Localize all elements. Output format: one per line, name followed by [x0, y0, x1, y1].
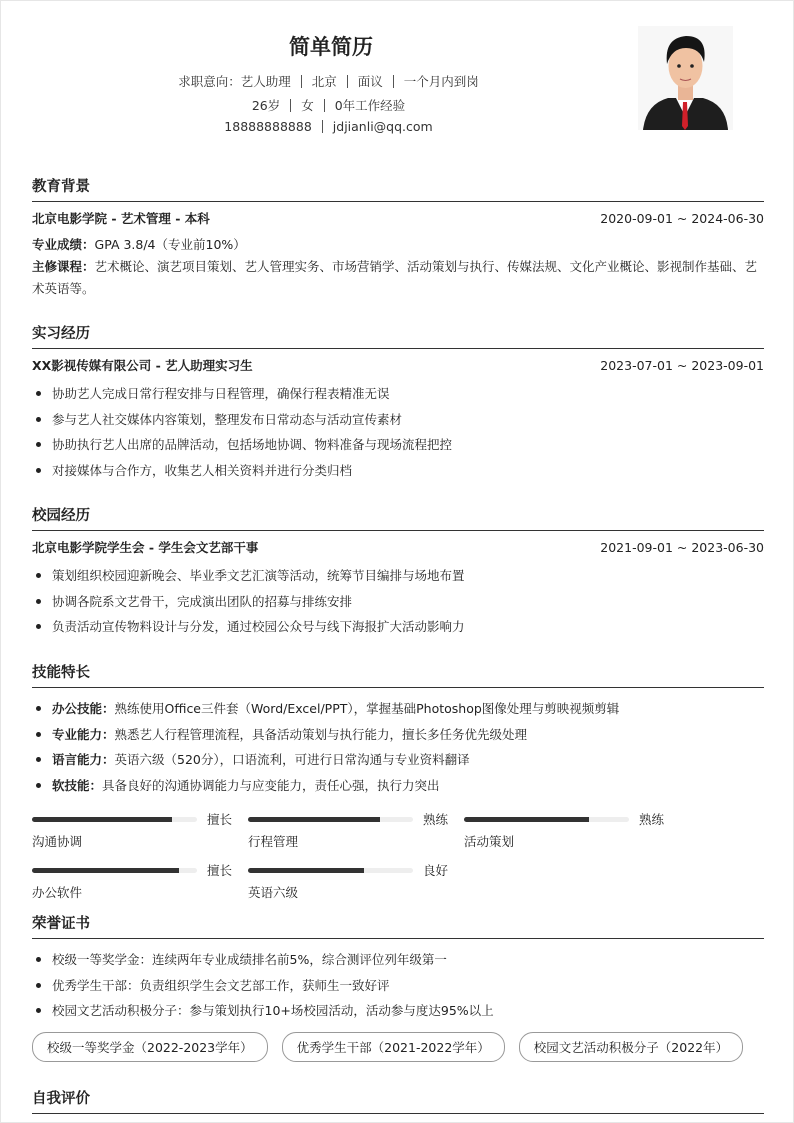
job-intent: 求职意向：艺人助理 [178, 74, 291, 89]
experience: 0年工作经验 [334, 98, 406, 113]
list-item: 协助艺人完成日常行程安排与日程管理，确保行程表精准无误 [32, 381, 764, 407]
skill-bar-fill [32, 817, 172, 822]
skill-bar-item [32, 861, 248, 912]
courses: 艺术概论、演艺项目策划、艺人管理实务、市场营销学、活动策划与执行、传媒法规、文化产业概论、影视制作基础、艺术英语等。 [32, 259, 758, 296]
skill-bar-fill [248, 868, 364, 873]
skill-bar-item [248, 810, 464, 861]
skill-bar-fill [248, 817, 380, 822]
intent-line [1, 72, 656, 90]
skill-bar-item [248, 861, 464, 912]
list-item [32, 747, 764, 773]
email: jdjianli@qq.com [332, 119, 433, 134]
list-item [32, 722, 764, 748]
list-item: 优秀学生干部：负责组织学生会文艺部工作，获师生一致好评 [32, 973, 764, 999]
skill-label: 软技能： [52, 777, 103, 793]
skill-level: 擅长 [207, 812, 233, 827]
list-item: 参与艺人社交媒体内容策划，整理发布日常动态与活动宣传素材 [32, 407, 764, 433]
section-title: 技能特长 [32, 661, 764, 688]
internship-section [32, 322, 764, 483]
list-item: 校园文艺活动积极分子：参与策划执行10+场校园活动，活动参与度达95%以上 [32, 998, 764, 1024]
resume-title: 简单简历 [289, 35, 373, 59]
list-item: 策划组织校园迎新晚会、毕业季文艺汇演等活动，统筹节目编排与场地布置 [32, 563, 764, 589]
honors-section [32, 912, 764, 1062]
section-title: 校园经历 [32, 504, 764, 531]
skill-bars [32, 810, 764, 912]
list-item: 协助执行艺人出席的品牌活动，包括场地协调、物料准备与现场流程把控 [32, 432, 764, 458]
skill-name: 办公软件 [32, 885, 83, 900]
skill-label: 语言能力： [52, 752, 115, 767]
salary: 面议 [357, 74, 383, 89]
avatar-photo [638, 26, 733, 130]
skill-bar-fill [32, 868, 179, 873]
skill-bar-item [464, 810, 680, 861]
skills-section [32, 661, 764, 912]
gpa-label: 专业成绩： [32, 237, 95, 252]
list-item: 协调各院系文艺骨干，完成演出团队的招募与排练安排 [32, 589, 764, 615]
basic-line [1, 96, 656, 114]
section-title: 荣誉证书 [32, 912, 764, 939]
skill-bar [32, 868, 197, 873]
contact-line [1, 119, 656, 134]
list-item: 校级一等奖学金：连续两年专业成绩排名前5%，综合测评位列年级第一 [32, 947, 764, 973]
skill-name: 行程管理 [248, 834, 299, 849]
list-item: 负责活动宣传物料设计与分发，通过校园公众号与线下海报扩大活动影响力 [32, 614, 764, 640]
honor-tag: 优秀学生干部（2021-2022学年） [282, 1032, 505, 1062]
skill-level: 熟练 [639, 812, 665, 827]
skill-level: 良好 [423, 863, 449, 878]
org: XX影视传媒有限公司 - 艺人助理实习生 [32, 358, 253, 373]
date: 2020-09-01 ~ 2024-06-30 [600, 211, 764, 226]
skill-label: 专业能力： [52, 726, 115, 742]
date: 2023-07-01 ~ 2023-09-01 [600, 358, 764, 373]
age: 26岁 [251, 98, 281, 113]
skill-bar [248, 868, 413, 873]
list-item [32, 773, 764, 799]
skill-level: 熟练 [423, 812, 449, 827]
honor-tag: 校级一等奖学金（2022-2023学年） [32, 1032, 268, 1062]
skill-name: 沟通协调 [32, 834, 83, 849]
resume-header [1, 1, 793, 151]
courses-label: 主修课程： [32, 259, 95, 274]
date: 2021-09-01 ~ 2023-06-30 [600, 540, 764, 555]
skill-bar [32, 817, 197, 822]
skill-bar [464, 817, 629, 822]
org: 北京电影学院学生会 - 学生会文艺部干事 [32, 540, 259, 555]
skill-level: 擅长 [207, 863, 233, 878]
section-title: 自我评价 [32, 1087, 764, 1114]
skill-label: 办公技能： [52, 701, 115, 716]
self-eval-section [32, 1087, 764, 1122]
gpa: GPA 3.8/4（专业前10%） [94, 237, 246, 252]
skill-bar-item [32, 810, 248, 861]
skill-text: 英语六级（520分），口语流利，可进行日常沟通与专业资料翻译 [114, 752, 470, 767]
gender: 女 [301, 98, 314, 113]
list-item [32, 696, 764, 722]
section-title: 教育背景 [32, 175, 764, 202]
skill-text: 熟悉艺人行程管理流程，具备活动策划与执行能力，擅长多任务优先级处理 [114, 726, 528, 742]
skill-name: 活动策划 [464, 834, 515, 849]
arrival: 一个月内到岗 [403, 74, 479, 89]
honor-tag: 校园文艺活动积极分子（2022年） [519, 1032, 743, 1062]
campus-section [32, 504, 764, 640]
skill-name: 英语六级 [248, 885, 299, 900]
skill-bar [248, 817, 413, 822]
skill-text: 熟练使用Office三件套（Word/Excel/PPT），掌握基础Photoshop图像处理与剪映视频剪辑 [114, 701, 620, 716]
school: 北京电影学院 - 艺术管理 - 本科 [32, 211, 210, 226]
list-item: 对接媒体与合作方，收集艺人相关资料并进行分类归档 [32, 458, 764, 484]
education-section [32, 175, 764, 300]
phone: 18888888888 [224, 119, 312, 134]
skill-text: 具备良好的沟通协调能力与应变能力，责任心强，执行力突出 [102, 777, 440, 793]
city: 北京 [311, 74, 337, 89]
skill-bar-fill [464, 817, 589, 822]
section-title: 实习经历 [32, 322, 764, 349]
